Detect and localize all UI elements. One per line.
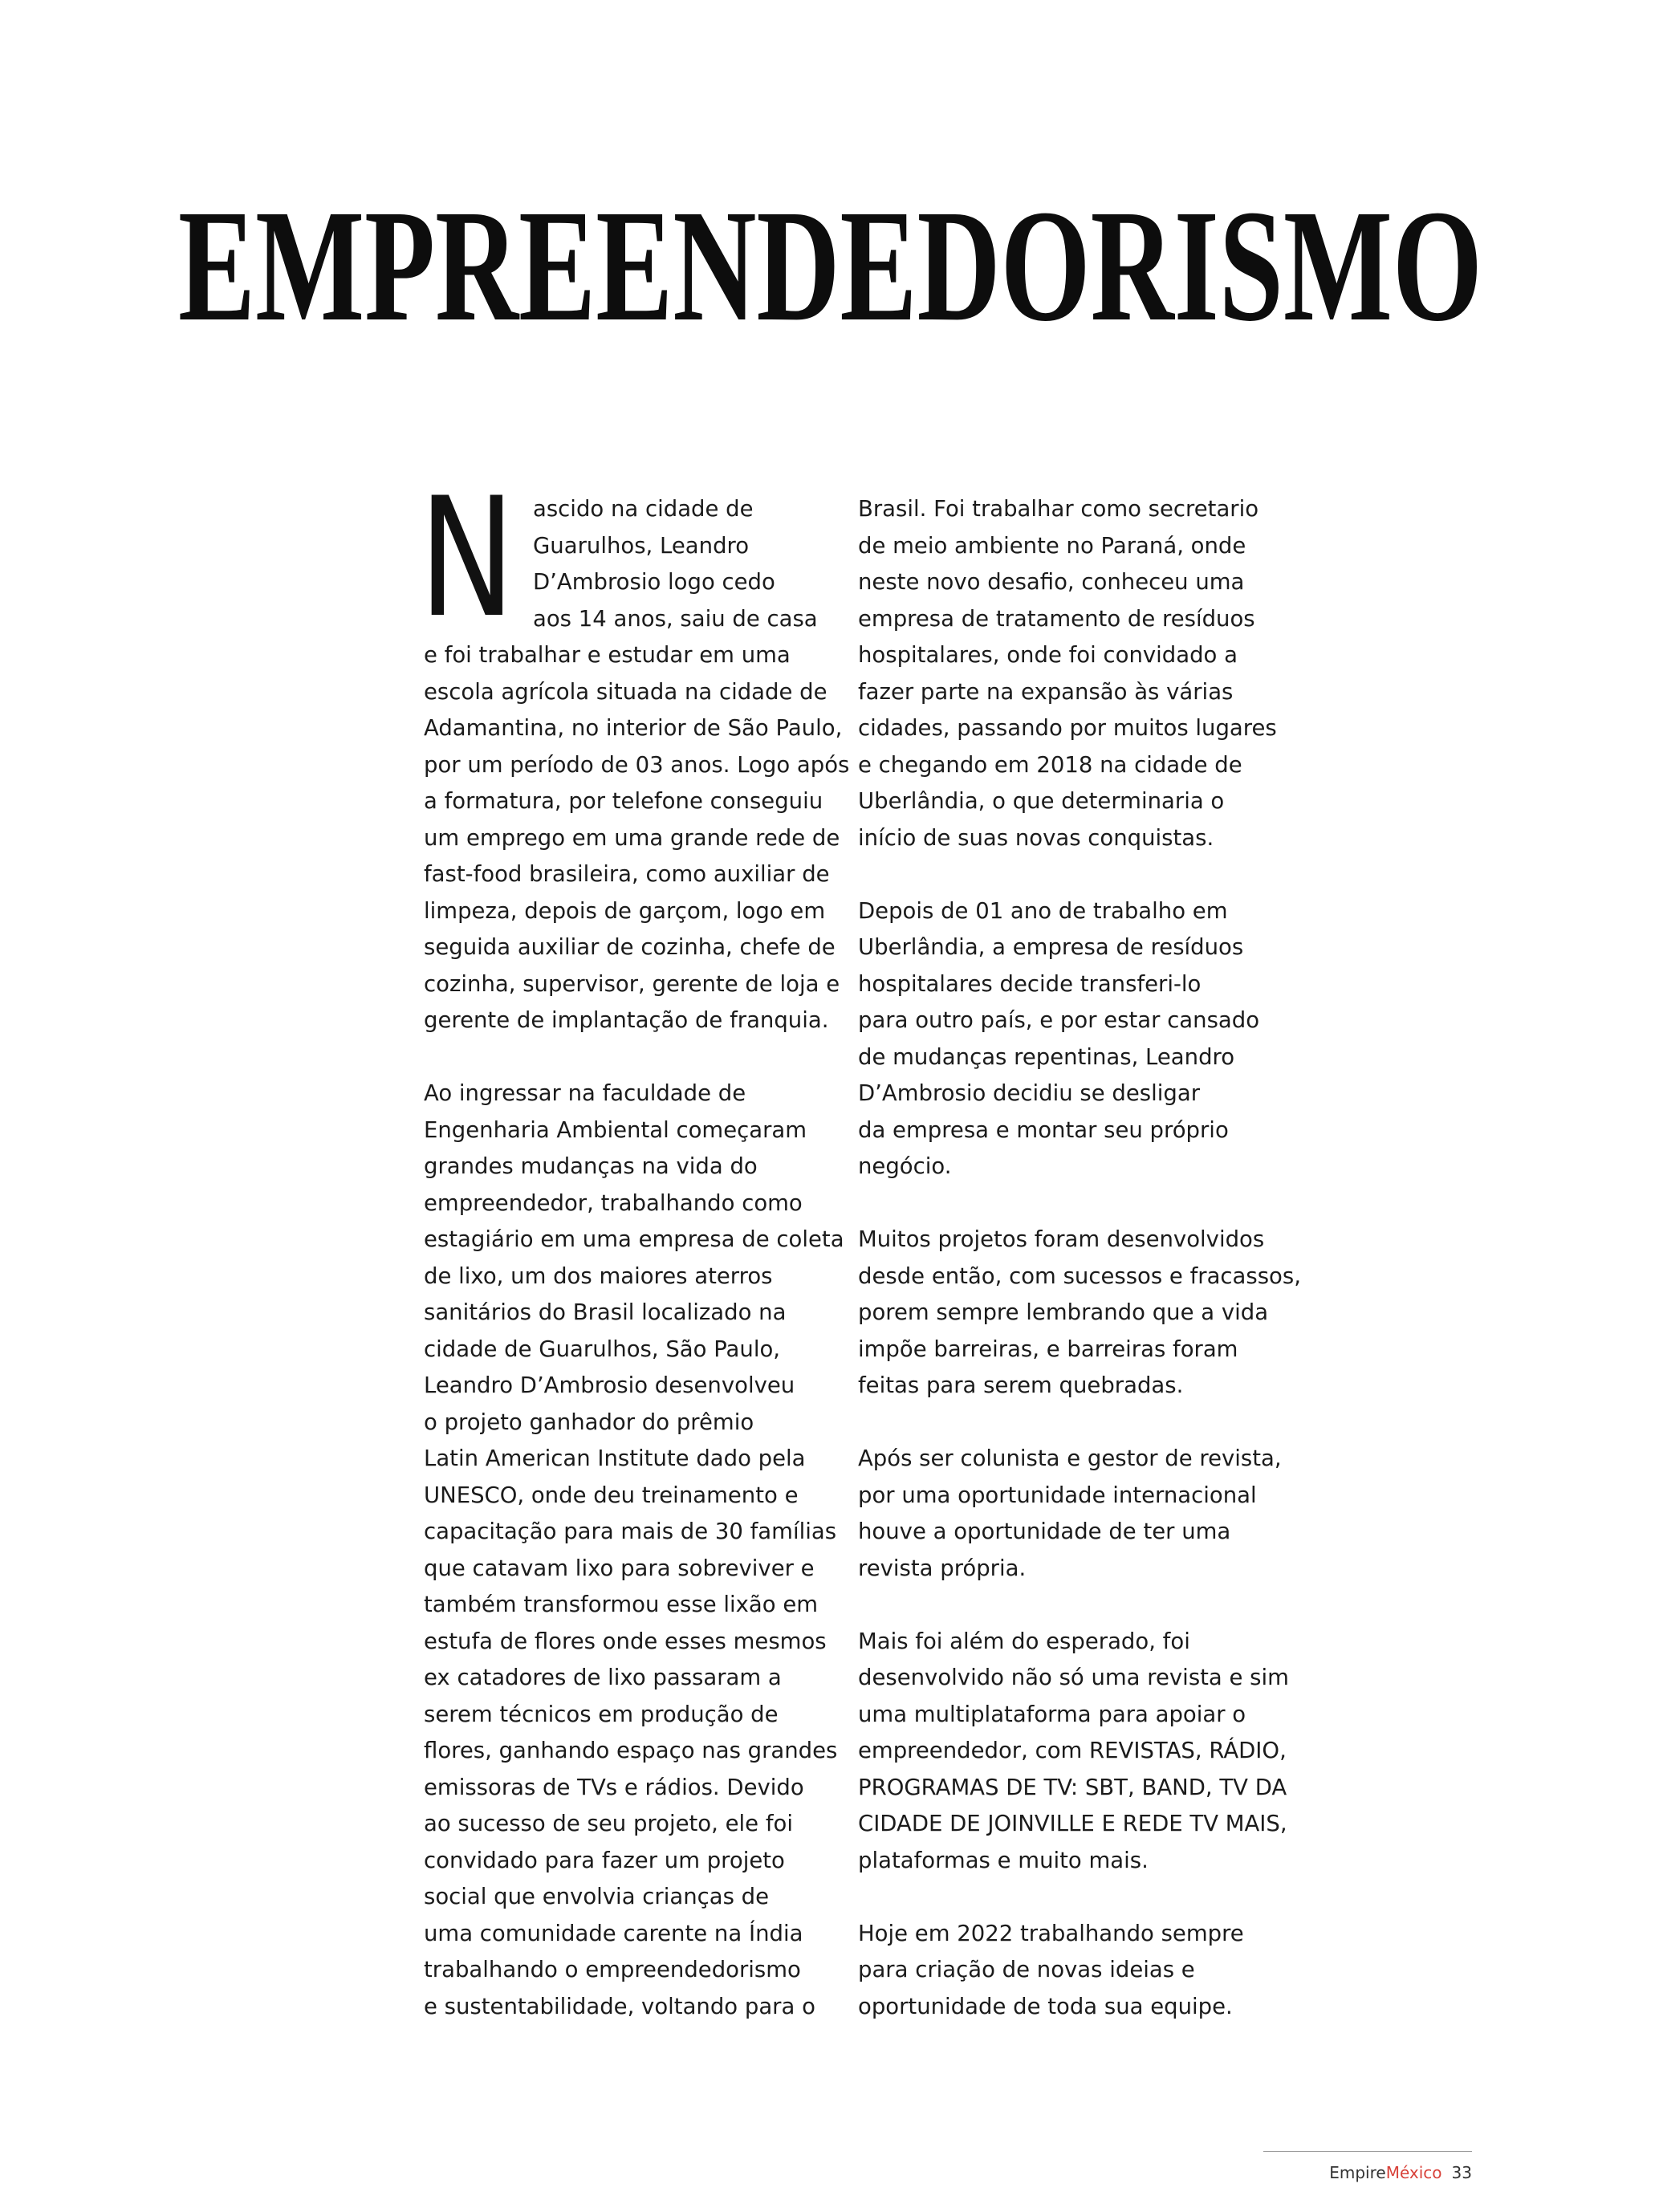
- text-line: D’Ambrosio decidiu se desligar: [858, 1080, 1201, 1106]
- text-line: plataformas e muito mais.: [858, 1847, 1149, 1873]
- text-line: neste novo desafio, conheceu uma: [858, 569, 1245, 595]
- text-line: por uma oportunidade internacional: [858, 1482, 1257, 1508]
- text-line: UNESCO, onde deu treinamento e: [424, 1482, 799, 1508]
- text-line: Após ser colunista e gestor de revista,: [858, 1446, 1282, 1471]
- text-line: CIDADE DE JOINVILLE E REDE TV MAIS,: [858, 1811, 1287, 1836]
- text-line: feitas para serem quebradas.: [858, 1372, 1184, 1398]
- text-line: emissoras de TVs e rádios. Devido: [424, 1774, 804, 1800]
- text-line: Adamantina, no interior de São Paulo,: [424, 715, 843, 741]
- text-line: serem técnicos em produção de: [424, 1701, 779, 1727]
- text-line: ascido na cidade de: [533, 496, 754, 522]
- text-line: D’Ambrosio logo cedo: [533, 569, 775, 595]
- text-line: também transformou esse lixão em: [424, 1592, 819, 1617]
- text-line: cozinha, supervisor, gerente de loja e: [424, 970, 840, 997]
- text-line: capacitação para mais de 30 famílias: [424, 1519, 837, 1544]
- text-line: limpeza, depois de garçom, logo em: [424, 897, 826, 924]
- article-paragraph: [424, 1076, 844, 2025]
- text-line: escola agrícola situada na cidade de: [424, 678, 827, 705]
- text-line: que catavam lixo para sobreviver e: [424, 1555, 815, 1581]
- article-paragraph: [858, 1222, 1301, 1405]
- text-line: revista própria.: [858, 1555, 1027, 1581]
- article-column-right: [858, 491, 1301, 2025]
- text-line: Latin American Institute dado pela: [424, 1446, 806, 1471]
- text-line: de lixo, um dos maiores aterros: [424, 1263, 773, 1289]
- text-line: gerente de implantação de franquia.: [424, 1007, 829, 1033]
- text-line: um emprego em uma grande rede de: [424, 824, 840, 851]
- text-line: oportunidade de toda sua equipe.: [858, 1993, 1233, 2019]
- text-line: o projeto ganhador do prêmio: [424, 1409, 754, 1435]
- text-line: seguida auxiliar de cozinha, chefe de: [424, 934, 836, 960]
- text-line: Muitos projetos foram desenvolvidos: [858, 1226, 1265, 1252]
- text-line: ex catadores de lixo passaram a: [424, 1665, 782, 1690]
- text-line: ao sucesso de seu projeto, ele foi: [424, 1811, 793, 1836]
- text-line: Guarulhos, Leandro: [533, 532, 750, 559]
- text-line: de mudanças repentinas, Leandro: [858, 1043, 1235, 1070]
- text-line: início de suas novas conquistas.: [858, 824, 1214, 851]
- headline-svg: [178, 193, 1482, 329]
- text-line: social que envolvia crianças de: [424, 1884, 770, 1909]
- text-line: trabalhando o empreendedorismo: [424, 1957, 801, 1982]
- text-line: fazer parte na expansão às várias: [858, 678, 1234, 705]
- text-line: negócio.: [858, 1153, 952, 1179]
- text-line: Ao ingressar na faculdade de: [424, 1080, 746, 1106]
- text-line: fast-food brasileira, como auxiliar de: [424, 861, 830, 887]
- text-line: empresa de tratamento de resíduos: [858, 605, 1255, 632]
- text-line: desde então, com sucessos e fracassos,: [858, 1263, 1301, 1289]
- text-line: e foi trabalhar e estudar em uma: [424, 642, 791, 668]
- text-line: hospitalares decide transferi-lo: [858, 970, 1202, 997]
- text-line: aos 14 anos, saiu de casa: [533, 605, 818, 632]
- article-paragraph: [858, 1441, 1282, 1587]
- article-paragraph: [858, 1916, 1275, 2026]
- page-number: 33: [1451, 2163, 1472, 2182]
- text-line: para criação de novas ideias e: [858, 1957, 1195, 1982]
- text-line: sanitários do Brasil localizado na: [424, 1299, 787, 1325]
- text-line: Hoje em 2022 trabalhando sempre: [858, 1920, 1244, 1946]
- text-line: e sustentabilidade, voltando para o: [424, 1993, 815, 2019]
- text-line: uma comunidade carente na Índia: [424, 1920, 803, 1946]
- page-title: [178, 193, 1482, 329]
- text-line: Uberlândia, a empresa de resíduos: [858, 934, 1244, 960]
- drop-cap: N: [419, 463, 515, 654]
- text-line: estagiário em uma empresa de coleta: [424, 1226, 844, 1252]
- text-line: impõe barreiras, e barreiras foram: [858, 1336, 1238, 1362]
- brand-name-accent: México: [1385, 2163, 1442, 2182]
- text-line: cidades, passando por muitos lugares: [858, 715, 1277, 741]
- article-paragraph: [858, 893, 1275, 1185]
- text-line: PROGRAMAS DE TV: SBT, BAND, TV DA: [858, 1774, 1287, 1800]
- article-paragraph: [858, 1624, 1289, 1880]
- text-line: Uberlândia, o que determinaria o: [858, 788, 1225, 814]
- article-paragraph: [858, 491, 1275, 856]
- text-line: cidade de Guarulhos, São Paulo,: [424, 1336, 781, 1362]
- text-line: empreendedor, trabalhando como: [424, 1189, 803, 1216]
- brand-name: Empire: [1329, 2163, 1386, 2182]
- text-line: grandes mudanças na vida do: [424, 1153, 758, 1179]
- text-line: e chegando em 2018 na cidade de: [858, 751, 1242, 778]
- text-line: Brasil. Foi trabalhar como secretario: [858, 496, 1259, 522]
- article-paragraph: [419, 463, 850, 1039]
- footer-divider: [1263, 2151, 1472, 2152]
- text-line: Leandro D’Ambrosio desenvolveu: [424, 1372, 795, 1398]
- text-line: Engenharia Ambiental começaram: [424, 1116, 807, 1143]
- text-line: para outro país, e por estar cansado: [858, 1007, 1260, 1033]
- text-line: por um período de 03 anos. Logo após: [424, 751, 850, 778]
- text-line: Depois de 01 ano de trabalho em: [858, 897, 1228, 924]
- footer-label: [1263, 2163, 1472, 2182]
- text-line: Mais foi além do esperado, foi: [858, 1628, 1190, 1654]
- text-line: convidado para fazer um projeto: [424, 1847, 785, 1873]
- headline-text: EMPREENDEDORISMO: [178, 193, 1482, 329]
- text-line: porem sempre lembrando que a vida: [858, 1299, 1269, 1325]
- text-line: houve a oportunidade de ter uma: [858, 1519, 1231, 1544]
- text-line: a formatura, por telefone conseguiu: [424, 788, 823, 814]
- text-line: de meio ambiente no Paraná, onde: [858, 532, 1246, 559]
- text-line: desenvolvido não só uma revista e sim: [858, 1665, 1289, 1690]
- text-line: hospitalares, onde foi convidado a: [858, 642, 1238, 668]
- page-footer: [1263, 2151, 1472, 2182]
- article-column-left: [419, 463, 850, 2025]
- text-line: estufa de flores onde esses mesmos: [424, 1628, 827, 1654]
- text-line: empreendedor, com REVISTAS, RÁDIO,: [858, 1738, 1287, 1763]
- text-line: flores, ganhando espaço nas grandes: [424, 1738, 838, 1763]
- text-line: da empresa e montar seu próprio: [858, 1116, 1229, 1143]
- text-line: uma multiplataforma para apoiar o: [858, 1701, 1246, 1727]
